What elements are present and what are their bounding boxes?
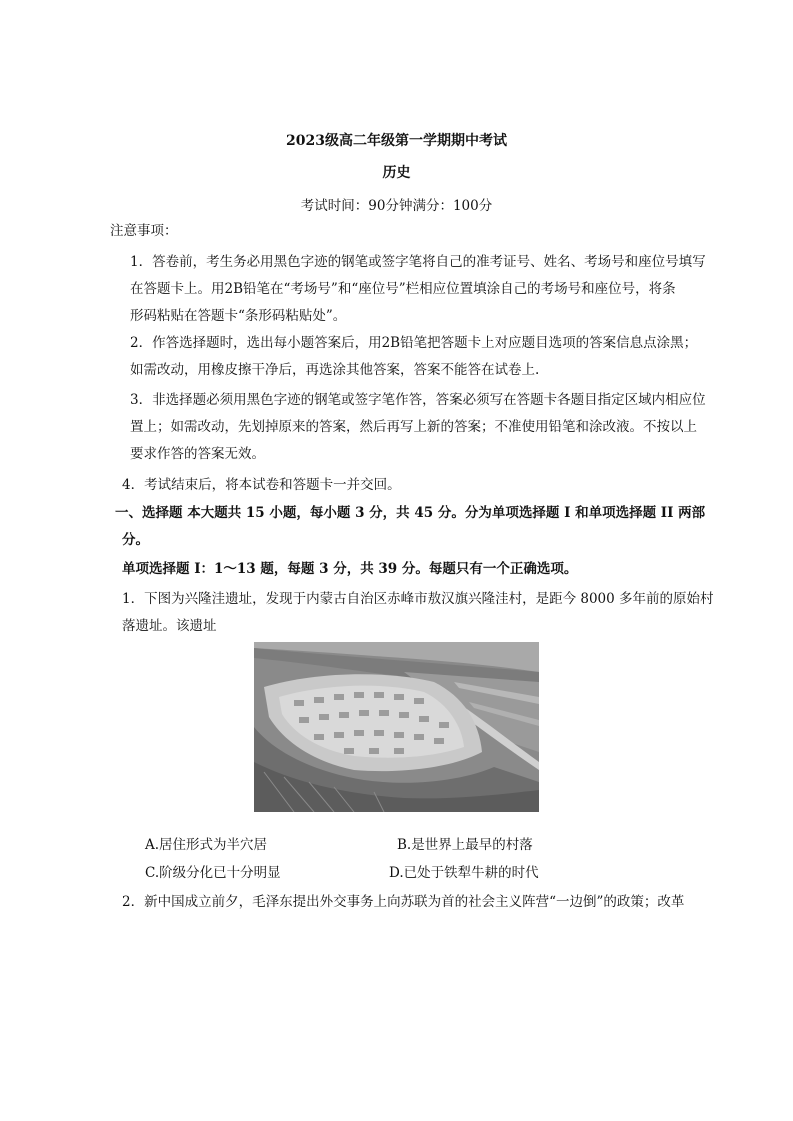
section-1-heading-line-1: 一、选择题 本大题共 15 小题，每小题 3 分，共 45 分。分为单项选择题 I 和单项选择题 II 两部 bbox=[115, 505, 706, 521]
notice-item-4: 4．考试结束后，将本试卷和答题卡一并交回。 bbox=[122, 477, 401, 493]
notice-item-1-line-3: 形码粘贴在答题卡“条形码粘贴处”。 bbox=[130, 308, 347, 324]
exam-time-info: 考试时间：90分钟满分：100分 bbox=[300, 198, 493, 214]
xinglongwa-site-photo bbox=[254, 642, 539, 812]
exam-subject: 历史 bbox=[382, 165, 411, 181]
question-1-stem-line-2: 落遗址。该遗址 bbox=[122, 618, 217, 634]
notice-item-1-line-2: 在答题卡上。用2B铅笔在“考场号”和“座位号”栏相应位置填涂自己的考场号和座位号，将条 bbox=[130, 281, 676, 297]
notice-heading: 注意事项： bbox=[110, 223, 178, 239]
notice-item-2-line-2: 如需改动，用橡皮擦干净后，再选涂其他答案，答案不能答在试卷上. bbox=[130, 362, 540, 378]
notice-item-3-line-3: 要求作答的答案无效。 bbox=[130, 446, 265, 462]
section-1-heading-line-2: 分。 bbox=[122, 532, 149, 548]
notice-item-1-line-1: 1．答卷前，考生务必用黑色字迹的钢笔或签字笔将自己的准考证号、姓名、考场号和座位号填写 bbox=[130, 254, 706, 270]
question-2-stem-line-1: 2．新中国成立前夕，毛泽东提出外交事务上向苏联为首的社会主义阵营“一边倒”的政策；改革 bbox=[122, 894, 685, 910]
section-1-sub-heading: 单项选择题 I：1～13 题，每题 3 分，共 39 分。每题只有一个正确选项。 bbox=[122, 561, 578, 577]
notice-item-3-line-1: 3．非选择题必须用黑色字迹的钢笔或签字笔作答，答案必须写在答题卡各题目指定区域内相应位 bbox=[130, 392, 706, 408]
question-1-option-c: C.阶级分化已十分明显 bbox=[145, 865, 281, 881]
question-1-stem-line-1: 1．下图为兴隆洼遗址，发现于内蒙古自治区赤峰市敖汉旗兴隆洼村，是距今 8000 多年前的原始村 bbox=[122, 591, 714, 607]
exam-title: 2023级高二年级第一学期期中考试 bbox=[286, 133, 507, 149]
question-1-option-a: A.居住形式为半穴居 bbox=[145, 837, 268, 853]
notice-item-2-line-1: 2．作答选择题时，选出每小题答案后，用2B铅笔把答题卡上对应题目选项的答案信息点涂黑； bbox=[130, 335, 698, 351]
question-1-option-b: B.是世界上最早的村落 bbox=[397, 837, 533, 853]
question-1-option-d: D.已处于铁犁牛耕的时代 bbox=[389, 865, 539, 881]
notice-item-3-line-2: 置上；如需改动，先划掉原来的答案，然后再写上新的答案；不准使用铅笔和涂改液。不按以上 bbox=[130, 419, 697, 435]
